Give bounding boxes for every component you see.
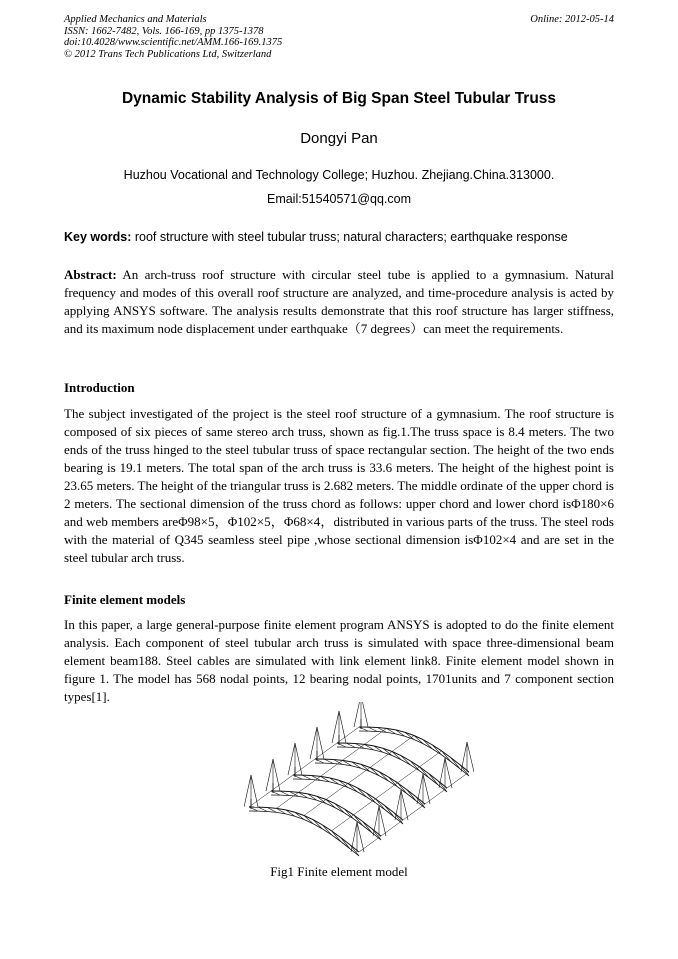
truss-member	[401, 790, 408, 820]
truss-member	[392, 756, 401, 760]
truss-member	[339, 711, 346, 743]
truss-member	[354, 702, 361, 727]
online-date: Online: 2012-05-14	[530, 14, 614, 25]
abstract-text: An arch-truss roof structure with circular steel tube is applied to a gymnasium. Natural frequency and modes of this overall roof structure are analyzed, and time-procedure analysis is acted by applying ANSYS software. The analysis results demonstrate that this roof structure has larger stiffness, and its maximum node displacement under earthquake（7 degrees）can meet the requirements.	[64, 267, 614, 336]
truss-member	[414, 736, 423, 740]
truss-member	[383, 748, 392, 751]
truss-member	[332, 711, 339, 743]
truss-member	[326, 804, 335, 808]
truss-member	[339, 780, 348, 783]
truss-member	[429, 778, 438, 785]
truss-member	[370, 768, 379, 772]
truss-member	[341, 838, 350, 845]
truss-member	[359, 727, 368, 731]
doi: doi:10.4028/www.scientific.net/AMM.166-169.1375	[64, 37, 283, 48]
finite-element-model-figure	[244, 702, 474, 857]
truss-member	[405, 732, 414, 739]
truss-member	[405, 732, 414, 735]
truss-member	[293, 775, 302, 779]
truss-member	[370, 772, 379, 776]
truss-member	[295, 816, 304, 819]
truss-member	[361, 764, 370, 767]
journal-name: Applied Mechanics and Materials	[64, 14, 207, 25]
truss-member	[398, 767, 420, 783]
truss-member	[423, 774, 430, 804]
truss-member	[288, 743, 295, 775]
introduction-text: The subject investigated of the project is the steel roof structure of a gymnasium. The roof structure is composed of six pieces of same stereo arch truss, shown as fig.1.The truss space is 8.4 meters. The two ends of the truss hinged to the steel tubular truss of space rectangular section. The height of the two ends bearing is 19.1 meters. The total span of the arch truss is 33.6 meters. The height of the highest point is 23.65 meters. The height of the triangular truss is 2.682 meters. The middle ordinate of the upper chord is 2 meters. The sectional dimension of the truss chord as follows: upper chord and lower chord isΦ180×6 and web members areΦ98×5，Φ102×5，Φ68×4，distributed in various parts of the truss. The steel rods with the material of Q345 seamless steel pipe ,whose sectional dimension isΦ102×4 and are set in the steel tubular arch truss.	[64, 406, 614, 565]
truss-member	[295, 743, 302, 775]
keywords-text: roof structure with steel tubular truss; natural characters; earthquake response	[131, 230, 568, 244]
truss-member	[310, 727, 317, 759]
truss-member	[348, 788, 357, 792]
section-heading-introduction: Introduction	[64, 380, 135, 395]
abstract	[64, 266, 614, 338]
truss-member	[326, 800, 335, 804]
truss-member	[385, 810, 394, 817]
truss-member	[451, 758, 460, 765]
keywords-label: Key words:	[64, 230, 132, 244]
copyright: © 2012 Trans Tech Publications Ltd, Switzerland	[64, 48, 272, 60]
figure-caption: Fig1 Finite element model	[270, 864, 408, 879]
truss-member	[414, 740, 423, 744]
truss-member	[467, 742, 474, 772]
truss-member	[361, 702, 368, 727]
truss-member	[337, 743, 346, 747]
journal-header	[64, 14, 282, 60]
author: Dongyi Pan	[300, 130, 378, 147]
truss-member	[383, 748, 392, 755]
truss-member	[451, 762, 460, 769]
truss-member	[348, 784, 357, 788]
truss-member	[266, 759, 273, 791]
truss-member	[249, 807, 258, 811]
truss-member	[339, 780, 348, 787]
truss-member	[379, 806, 386, 836]
truss-member	[392, 752, 401, 756]
truss-member	[315, 743, 337, 759]
truss-member	[332, 815, 354, 831]
truss-member	[273, 759, 280, 791]
truss-member	[445, 758, 452, 788]
fem-text: In this paper, a large general-purpose finite element program ANSYS is adopted to do the finite element analysis. Each component of steel tubular arch truss is simulated with space three-dimensional beam element beam188. Steel cables are simulated with link element link8. Finite element model shown in figure 1. The model has 568 nodal points, 12 bearing nodal points, 1701units and 7 component section types[1].	[64, 617, 614, 704]
issn: ISSN: 1662-7482, Vols. 166-169, pp 1375-1378	[64, 25, 264, 37]
truss-member	[357, 822, 364, 852]
truss-member	[407, 794, 416, 801]
truss-member	[293, 759, 315, 775]
truss-member	[363, 826, 372, 833]
truss-member	[341, 842, 350, 849]
truss-member	[361, 764, 370, 771]
truss-member	[337, 727, 359, 743]
truss-member	[429, 774, 438, 781]
keywords	[64, 230, 624, 244]
truss-member	[251, 775, 258, 807]
abstract-label: Abstract:	[64, 267, 117, 282]
truss-member	[295, 812, 304, 819]
truss-member	[420, 751, 442, 767]
truss-member	[407, 790, 416, 797]
affiliation: Huzhou Vocational and Technology College; Huzhou. Zhejiang.China.313000.	[123, 168, 555, 182]
truss-member	[317, 727, 324, 759]
truss-member	[354, 799, 376, 815]
truss-member	[249, 791, 271, 807]
email: Email:51540571@qq.com	[266, 192, 412, 206]
truss-member	[317, 796, 326, 803]
truss-member	[363, 822, 372, 829]
truss-member	[271, 791, 280, 795]
section-heading-fem: Finite element models	[64, 592, 186, 607]
truss-member	[376, 783, 398, 799]
truss-member	[304, 816, 313, 820]
truss-member	[244, 775, 251, 807]
truss-member	[385, 806, 394, 813]
paper-title: Dynamic Stability Analysis of Big Span Steel Tubular Truss	[121, 90, 557, 107]
truss-member	[295, 812, 304, 815]
truss-member	[304, 820, 313, 824]
truss-member	[315, 759, 324, 763]
truss-member	[317, 796, 326, 799]
truss-member	[271, 775, 293, 791]
